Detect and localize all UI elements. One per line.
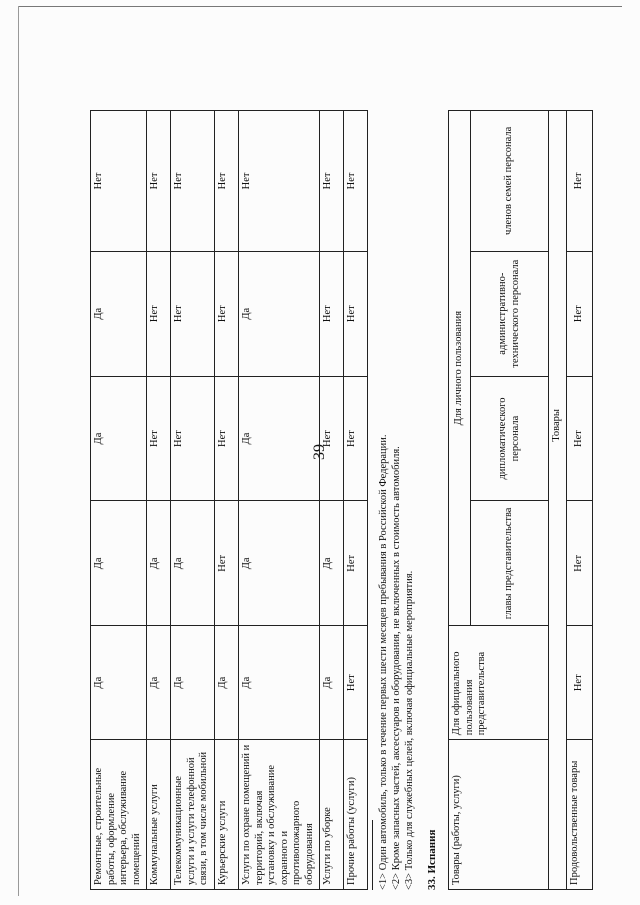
table-row	[319, 111, 343, 890]
page-border-top	[18, 6, 622, 7]
table-cell: Нет	[215, 251, 239, 376]
table-cell: Нет	[319, 111, 343, 252]
service-name-cell: Телекоммуникационные услуги и услуги телефонной связи, в том числе мобильной	[171, 740, 215, 890]
table-cell: Нет	[147, 251, 171, 376]
table-cell: Нет	[171, 376, 215, 501]
service-name-cell: Услуги по охране помещений и территорий, включая установку и обслуживание охранного и противопожарного оборудования	[239, 740, 320, 890]
table-row	[215, 111, 239, 890]
service-name-cell: Коммунальные услуги	[147, 740, 171, 890]
table-cell: Нет	[343, 251, 367, 376]
head-of-mission-header: главы представительства	[471, 501, 549, 626]
table-cell: Нет	[215, 111, 239, 252]
table-cell: Да	[239, 626, 320, 740]
table-row	[343, 111, 367, 890]
table-cell: Нет	[91, 111, 147, 252]
rotated-content	[90, 110, 590, 890]
table-cell: Да	[91, 501, 147, 626]
service-name-cell: Ремонтные, строительные работы, оформление интерьера, обслуживание помещений	[91, 740, 147, 890]
table-row	[239, 111, 320, 890]
section-title: 33. Испания	[426, 829, 438, 890]
diplomatic-staff-header: дипломатического персонала	[471, 376, 549, 501]
table-cell: Да	[239, 376, 320, 501]
table-cell: Нет	[343, 626, 367, 740]
table-cell: Нет	[343, 501, 367, 626]
table-row	[147, 111, 171, 890]
personal-use-header: Для личного пользования	[449, 111, 471, 626]
table-cell: Нет	[567, 626, 593, 740]
table-cell: Нет	[171, 251, 215, 376]
table-cell: Да	[319, 501, 343, 626]
table-cell: Нет	[239, 111, 320, 252]
table-cell: Да	[91, 626, 147, 740]
table-row	[91, 111, 147, 890]
official-use-header: Для официального пользования представительства	[449, 626, 549, 740]
table-cell: Да	[239, 501, 320, 626]
table-cell: Да	[171, 501, 215, 626]
footnote-1: <1> Один автомобиль, только в течение первых шести месяцев пребывания в Российской Федерации.	[378, 434, 389, 890]
service-name-cell: Курьерские услуги	[215, 740, 239, 890]
footnotes	[372, 110, 416, 890]
goods-column-header: Товары (работы, услуги)	[449, 740, 549, 890]
footnote-3: <3> Только для служебных целей, включая официальные мероприятия.	[404, 570, 416, 890]
table-cell: Да	[215, 626, 239, 740]
table-cell: Нет	[319, 251, 343, 376]
service-name-cell: Услуги по уборке	[319, 740, 343, 890]
table-cell: Да	[91, 251, 147, 376]
table-cell: Нет	[567, 111, 593, 252]
table-cell: Да	[171, 626, 215, 740]
table-row-label: Продовольственные товары	[567, 740, 593, 890]
table-cell: Нет	[215, 501, 239, 626]
table-cell: Да	[319, 626, 343, 740]
footnote-2: <2> Кроме запасных частей, аксессуаров и оборудования, не включенных в стоимость автомобиля.	[391, 446, 403, 890]
footnote-separator	[372, 820, 373, 890]
table-cell: Да	[91, 376, 147, 501]
table-cell: Нет	[147, 376, 171, 501]
table-cell: Нет	[567, 251, 593, 376]
table-cell: Нет	[147, 111, 171, 252]
admin-technical-staff-header: административно-технического персонала	[471, 251, 549, 376]
table-cell: Нет	[567, 376, 593, 501]
page-number: 39	[311, 444, 328, 460]
table-row	[171, 111, 215, 890]
table-cell: Да	[239, 251, 320, 376]
table-cell: Нет	[319, 376, 343, 501]
goods-group-row: Товары	[549, 111, 567, 740]
table-cell: Нет	[343, 376, 367, 501]
table-cell: Нет	[343, 111, 367, 252]
family-members-header: членов семей персонала	[471, 111, 549, 252]
services-table	[90, 110, 368, 890]
page-border-left	[18, 6, 19, 896]
table-cell: Нет	[567, 501, 593, 626]
table-cell: Да	[147, 626, 171, 740]
table-cell: Нет	[215, 376, 239, 501]
spain-table	[448, 110, 593, 890]
table-cell: Да	[147, 501, 171, 626]
table-cell: Нет	[171, 111, 215, 252]
service-name-cell: Прочие работы (услуги)	[343, 740, 367, 890]
